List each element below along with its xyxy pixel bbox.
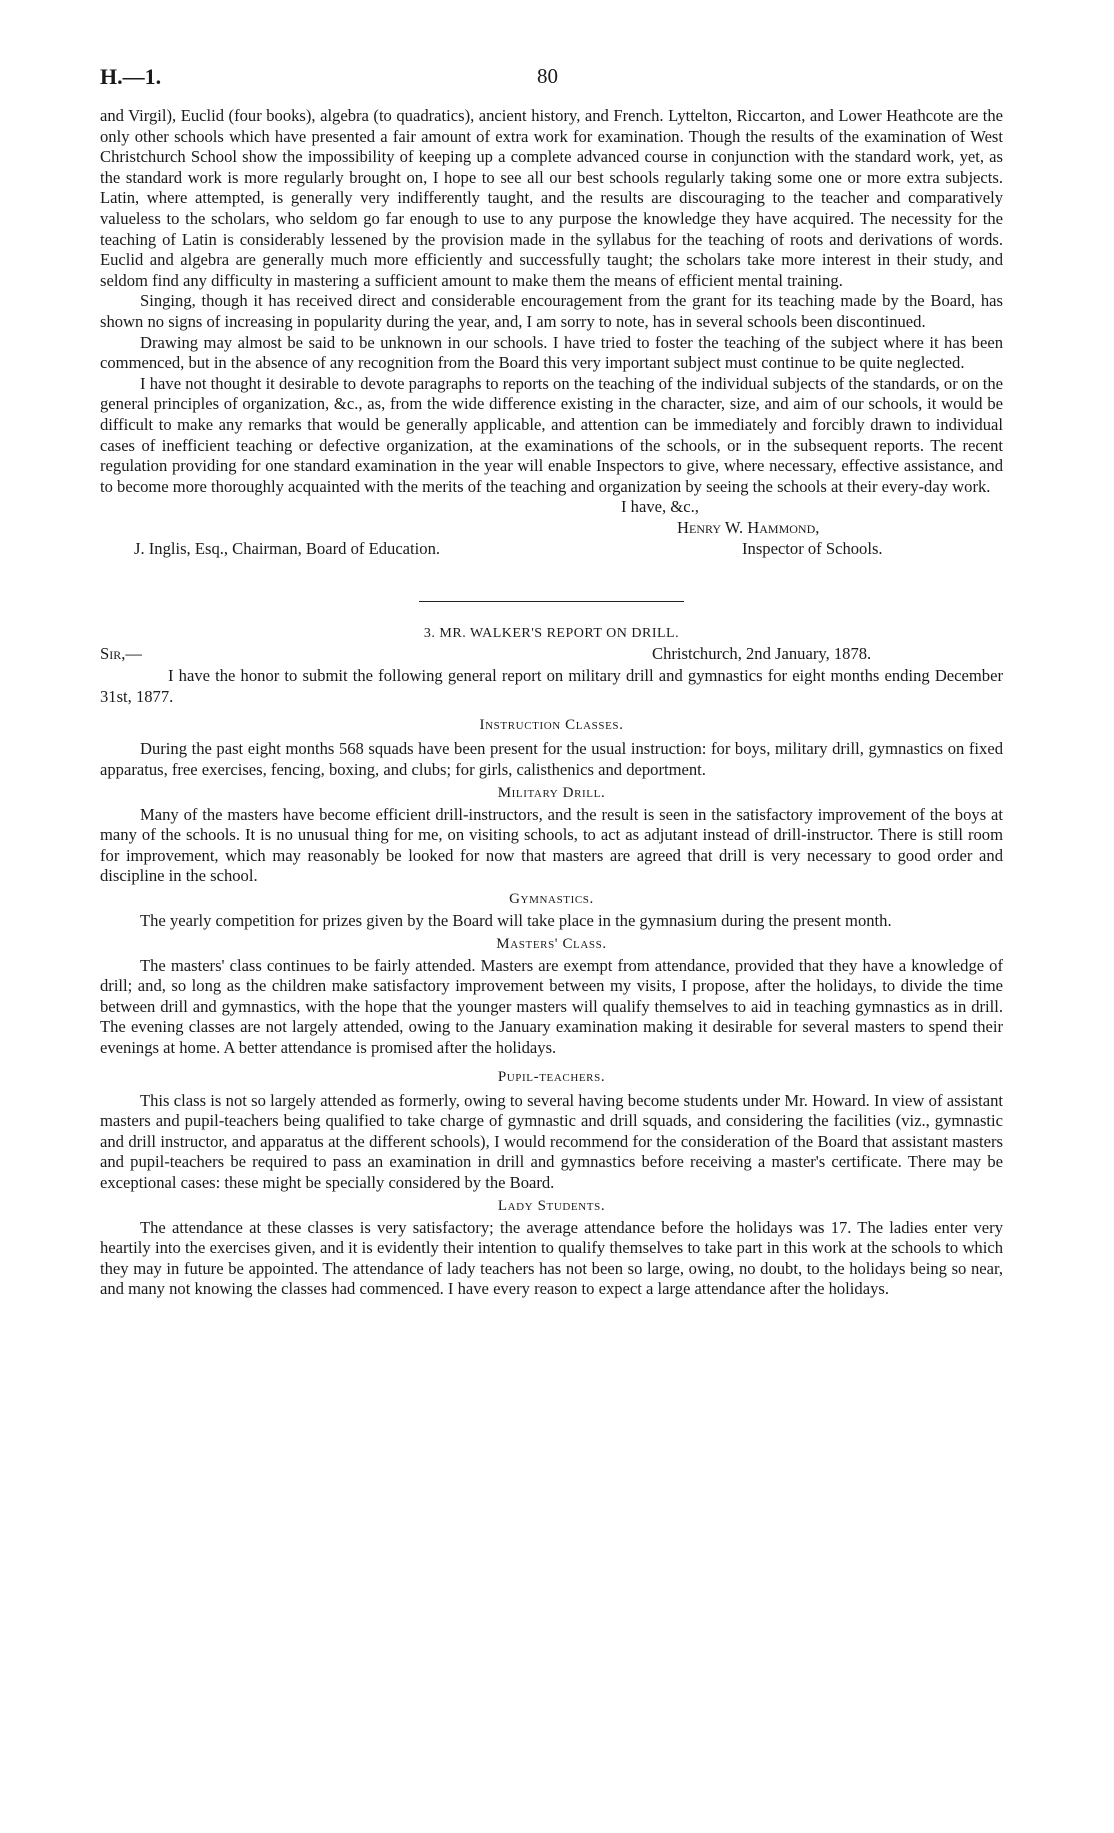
report-title: 3. MR. WALKER'S REPORT ON DRILL.	[423, 626, 680, 642]
paragraph: I have not thought it desirable to devote paragraphs to reports on the teaching of the individual subjects of the standards, or on the general principles of organization, &c., as, from the wide difference existing in the character, size, and aim of our schools, it would be difficult to make any remarks that would be generally applicable, and attention can be immediately and forcibly drawn to individual cases of inefficient teaching or defective organization, at the examinations of the schools, or in the subsequent reports. The recent regulation providing for one standard examination in the year will enable Inspectors to give, where necessary, effective assistance, and to become more thoroughly acquainted with the merits of the teaching and organization by seeing the schools at their every-day work.	[100, 373, 1003, 496]
paragraph: The masters' class continues to be fairly attended. Masters are exempt from attendance, provided that they have a knowledge of drill; and, so long as the children make satisfactory improvement between my visits, I propose, after the holidays, to divide the time between drill and gymnastics, with the hope that the younger masters will qualify themselves to aid in teaching gymnastics as in drill. The evening classes are not largely attended, owing to the January examination making it desirable for several masters to spend their evenings at home. A better attendance is promised after the holidays.	[100, 955, 1003, 1057]
paragraph: The attendance at these classes is very satisfactory; the average attendance before the holidays was 17. The ladies enter very heartily into the exercises given, and it is evidently their intention to qualify themselves to take part in this work at the schools to which they may in future be appointed. The attendance of lady teachers has not been so large, owing, no doubt, to the holidays being so near, and many not knowing the classes had commenced. I have every reason to expect a large attendance after the holidays.	[100, 1217, 1003, 1299]
signatory-name: Henry W. Hammond,	[677, 518, 820, 538]
section-heading: Lady Students.	[497, 1197, 606, 1214]
section-heading: Instruction Classes.	[479, 717, 624, 734]
paragraph: During the past eight months 568 squads have been present for the usual instruction: for boys, military drill, gymnastics on fixed apparatus, free exercises, fencing, boxing, and clubs; for girls, calisthenics and deportment.	[100, 739, 1003, 780]
signature-block	[100, 497, 1003, 579]
paragraph: The yearly competition for prizes given by the Board will take place in the gymnasium during the present month.	[140, 911, 892, 931]
section-divider	[419, 601, 684, 602]
addressee: J. Inglis, Esq., Chairman, Board of Education.	[134, 539, 441, 559]
page-body	[100, 106, 1003, 1300]
signatory-title: Inspector of Schools.	[742, 539, 883, 559]
paragraph: Singing, though it has received direct and considerable encouragement from the grant for its teaching made by the Board, has shown no signs of increasing in popularity during the year, and, I am sorry to note, has in several schools been discontinued.	[100, 291, 1003, 331]
document-id: H.—1.	[100, 64, 162, 89]
report-intro: I have the honor to submit the following general report on military drill and gymnastics for eight months ending December 31st, 1877.	[100, 666, 1003, 706]
salutation-row	[100, 644, 1003, 666]
paragraph: and Virgil), Euclid (four books), algebra (to quadratics), ancient history, and French. Lyttelton, Riccarton, and Lower Heathcote are the only other schools which have presented a fair amount of extra work for examination. Though the results of the examination of West Christchurch School show the impossibility of keeping up a complete advanced course in conjunction with the standard work, yet, as the standard work is more regularly brought on, I hope to see all our best schools regularly taking some one or more extra subjects. Latin, where attempted, is generally very indifferently taught, and the results are discouraging to the teacher and comparatively valueless to the scholars, who seldom go far enough to use to any purpose the knowledge they have acquired. The necessity for the teaching of Latin is considerably lessened by the provision made in the syllabus for the teaching of roots and derivations of words. Euclid and algebra are generally much more efficiently and successfully taught; the scholars take more interest in their study, and seldom find any difficulty in mastering a sufficient amount to make them the means of efficient mental training.	[100, 106, 1003, 290]
section-heading: Pupil-teachers.	[497, 1068, 606, 1085]
salutation: Sir,—	[100, 644, 142, 664]
page-header	[0, 64, 1114, 94]
section-heading: Military Drill.	[497, 784, 606, 801]
closing: I have, &c.,	[621, 497, 699, 517]
paragraph: Drawing may almost be said to be unknown in our schools. I have tried to foster the teaching of the subject where it has been commenced, but in the absence of any recognition from the Board this very important subject must continue to be quite neglected.	[100, 332, 1003, 373]
section-heading: Gymnastics.	[509, 891, 594, 908]
paragraph: Many of the masters have become efficient drill-instructors, and the result is seen in the satisfactory improvement of the boys at many of the schools. It is no unusual thing for me, on visiting schools, to act as adjutant instead of drill-instructor. There is still room for improvement, which may reasonably be looked for now that masters are agreed that drill is very necessary to good order and discipline in the school.	[100, 804, 1003, 886]
place-date: Christchurch, 2nd January, 1878.	[652, 644, 872, 664]
page-number: 80	[537, 64, 558, 88]
section-heading: Masters' Class.	[496, 935, 607, 952]
paragraph: This class is not so largely attended as formerly, owing to several having become students under Mr. Howard. In view of assistant masters and pupil-teachers being qualified to take charge of gymnastic and drill squads, and considering the facilities (viz., gymnastic and drill instructor, and apparatus at the different schools), I would recommend for the consideration of the Board that assistant masters and pupil-teachers be required to pass an examination in drill and gymnastics before receiving a master's certificate. There may be exceptional cases: these might be specially considered by the Board.	[100, 1090, 1003, 1192]
